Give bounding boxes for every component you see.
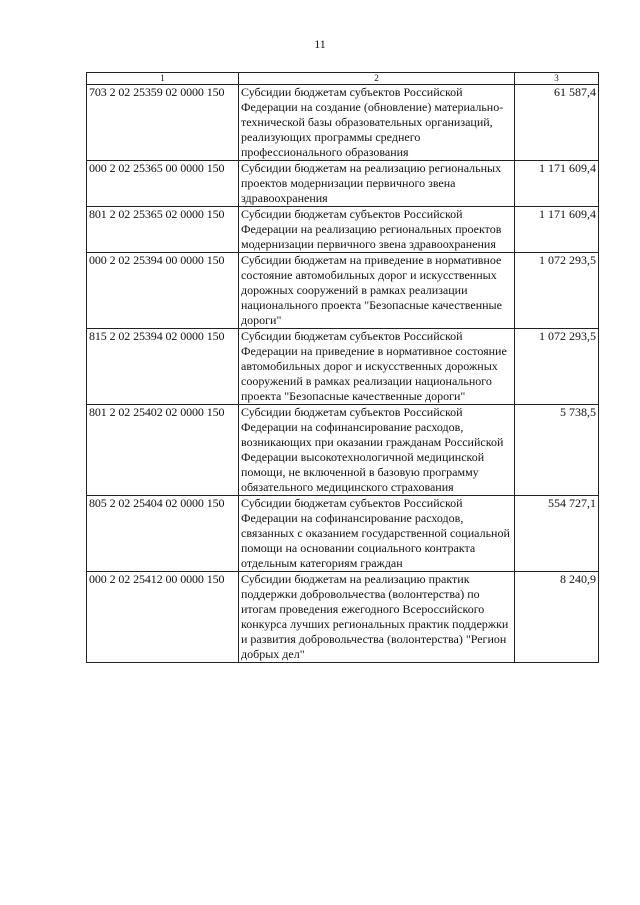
column-header-code: 1 — [87, 73, 239, 85]
budget-code: 000 2 02 25365 00 0000 150 — [87, 161, 239, 207]
budget-description: Субсидии бюджетам на реализацию практик поддержки добровольчества (волонтерства) по итогам проведения ежегодного Всероссийского конкурса лучших региональных практик поддержки и развития добровольчества (волонтерства) "Регион добрых дел" — [239, 572, 515, 663]
page-number: 11 — [314, 37, 326, 51]
table-row — [87, 572, 599, 663]
budget-amount: 8 240,9 — [515, 572, 599, 663]
budget-description: Субсидии бюджетам субъектов Российской Федерации на приведение в нормативное состояние автомобильных дорог и искусственных дорожных сооружений в рамках реализации национального проекта "Безопасные качественные дороги" — [239, 329, 515, 405]
table-row — [87, 496, 599, 572]
budget-amount: 1 171 609,4 — [515, 161, 599, 207]
budget-code: 815 2 02 25394 02 0000 150 — [87, 329, 239, 405]
table-row — [87, 207, 599, 253]
column-header-amount: 3 — [515, 73, 599, 85]
column-header-description: 2 — [239, 73, 515, 85]
budget-table — [86, 72, 599, 663]
budget-description: Субсидии бюджетам субъектов Российской Федерации на софинансирование расходов, связанных с оказанием государственной социальной помощи на основании социального контракта отдельным категориям граждан — [239, 496, 515, 572]
budget-amount: 554 727,1 — [515, 496, 599, 572]
budget-description: Субсидии бюджетам на приведение в нормативное состояние автомобильных дорог и искусственных дорожных сооружений в рамках реализации национального проекта "Безопасные качественные дороги" — [239, 253, 515, 329]
table-row — [87, 253, 599, 329]
table-row — [87, 405, 599, 496]
table-row — [87, 161, 599, 207]
budget-description: Субсидии бюджетам субъектов Российской Федерации на реализацию региональных проектов модернизации первичного звена здравоохранения — [239, 207, 515, 253]
budget-code: 805 2 02 25404 02 0000 150 — [87, 496, 239, 572]
budget-code: 000 2 02 25394 00 0000 150 — [87, 253, 239, 329]
budget-code: 703 2 02 25359 02 0000 150 — [87, 85, 239, 161]
budget-description: Субсидии бюджетам на реализацию региональных проектов модернизации первичного звена здравоохранения — [239, 161, 515, 207]
budget-code: 801 2 02 25365 02 0000 150 — [87, 207, 239, 253]
budget-amount: 1 171 609,4 — [515, 207, 599, 253]
budget-amount: 1 072 293,5 — [515, 329, 599, 405]
table-row — [87, 85, 599, 161]
budget-amount: 5 738,5 — [515, 405, 599, 496]
budget-amount: 1 072 293,5 — [515, 253, 599, 329]
budget-description: Субсидии бюджетам субъектов Российской Федерации на софинансирование расходов, возникающих при оказании гражданам Российской Федерации высокотехнологичной медицинской помощи, не включенной в базовую программу обязательного медицинского страхования — [239, 405, 515, 496]
budget-description: Субсидии бюджетам субъектов Российской Федерации на создание (обновление) материально-технической базы образовательных организаций, реализующих программы среднего профессионального образования — [239, 85, 515, 161]
table-row — [87, 329, 599, 405]
budget-code: 000 2 02 25412 00 0000 150 — [87, 572, 239, 663]
budget-code: 801 2 02 25402 02 0000 150 — [87, 405, 239, 496]
table-header-row — [87, 73, 599, 85]
budget-amount: 61 587,4 — [515, 85, 599, 161]
